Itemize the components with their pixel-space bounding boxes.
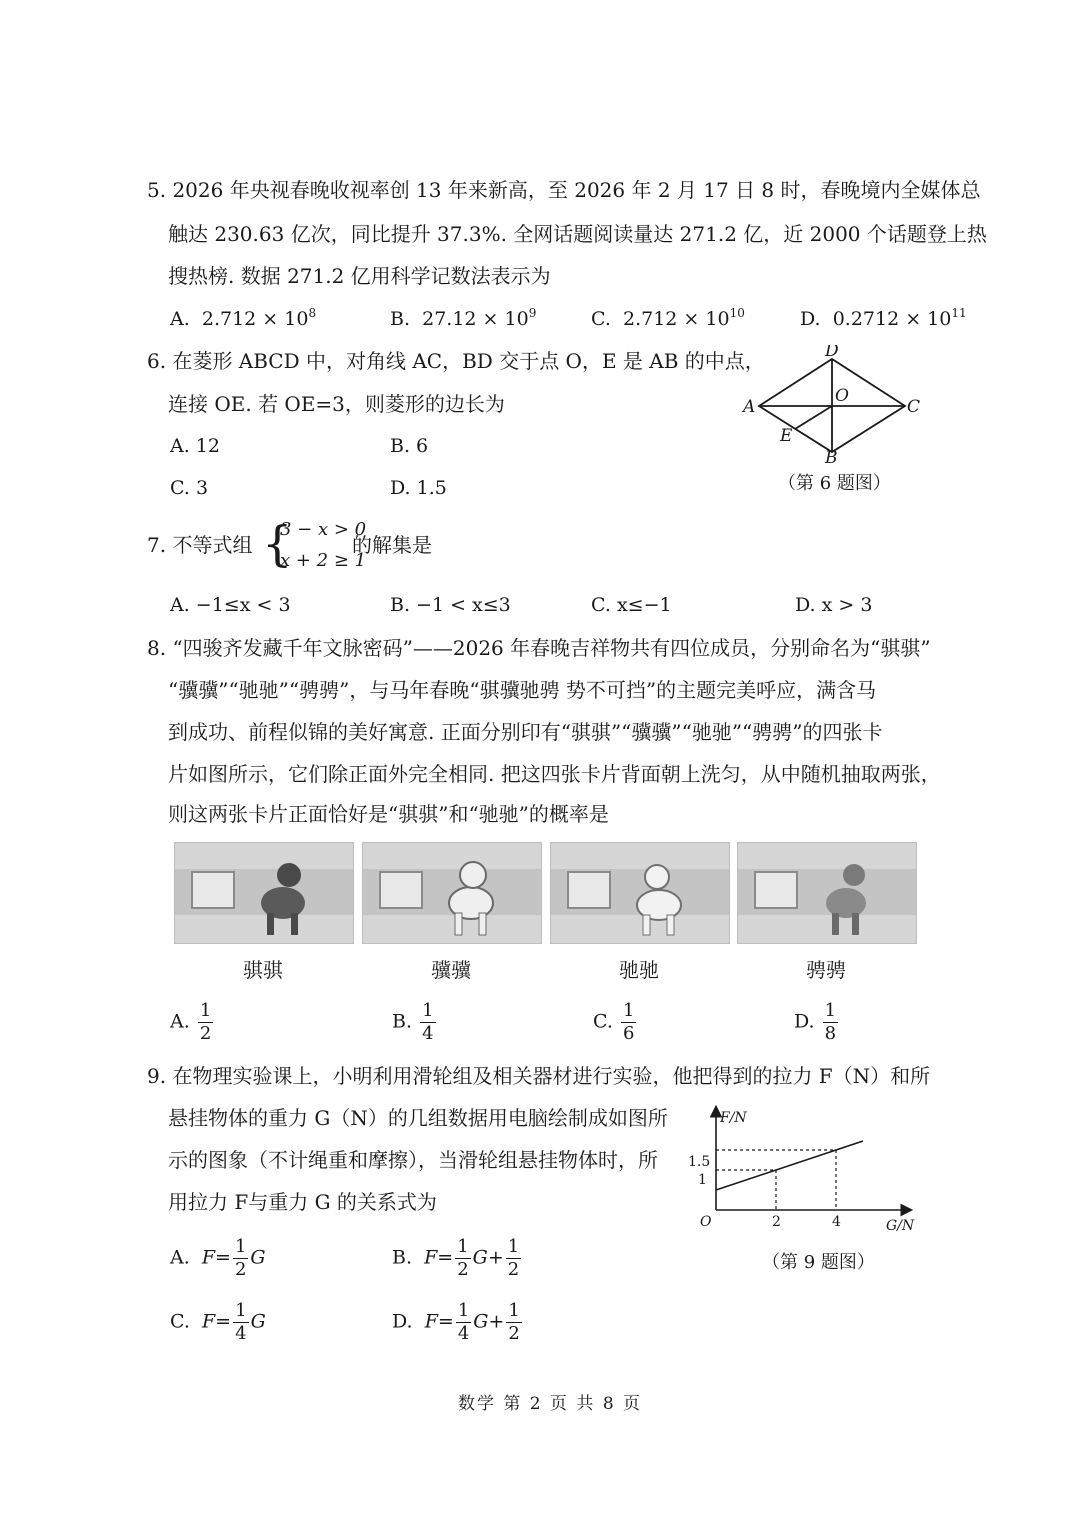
horse-mascot-icon [810, 853, 880, 939]
x-tick-2: 2 [772, 1214, 781, 1230]
q8-option-c: C. $\frac{1}{6}$ [593, 1000, 635, 1044]
q9-figure-caption: （第 9 题图） [762, 1252, 875, 1273]
q7-option-a: A. −1≤x < 3 [170, 594, 291, 616]
origin-label: O [700, 1214, 712, 1230]
card-jiji [362, 842, 542, 944]
q5-option-d: D. $0.2712 \times 10^{11}$ [800, 306, 967, 330]
q6-option-c: C. 3 [170, 477, 209, 499]
card-chengcheng [737, 842, 917, 944]
q5-option-c: C. $2.712 \times 10^{10}$ [591, 306, 745, 330]
horse-mascot-icon [247, 853, 317, 939]
label-a: A [743, 397, 756, 417]
q8-text-line3: 到成功、前程似锦的美好寓意. 正面分别印有“骐骐”“骥骥”“驰驰”“骋骋”的四张卡 [168, 720, 883, 744]
q7-option-c: C. x≤−1 [591, 594, 672, 616]
system-brace: { [262, 516, 293, 572]
q7-inequality-1: 3 − x > 0 [280, 519, 367, 540]
q7-option-d: D. x > 3 [795, 594, 873, 616]
card-label-chichi: 驰驰 [619, 958, 659, 982]
label-e: E [780, 426, 793, 446]
q9-option-d: D. F= $\frac{1}{4}$ G+ $\frac{1}{2}$ [392, 1300, 520, 1344]
q7-option-b: B. −1 < x≤3 [390, 594, 511, 616]
label-d: D [825, 345, 839, 361]
q7-prefix: 7. 不等式组 [147, 533, 253, 557]
q5-option-b: B. $27.12 \times 10^9$ [390, 306, 537, 330]
q5-text-line3: 搜热榜. 数据 271.2 亿用科学记数法表示为 [168, 264, 551, 288]
q7-inequality-2: x + 2 ≥ 1 [280, 550, 367, 571]
q9-option-b: B. F= $\frac{1}{2}$ G+ $\frac{1}{2}$ [392, 1236, 520, 1280]
segment-oe [795, 406, 832, 429]
q8-option-d: D. $\frac{1}{8}$ [794, 1000, 837, 1044]
q5-option-a: A. $2.712 \times 10^8$ [170, 306, 317, 330]
q9-text-line1: 9. 在物理实验课上，小明利用滑轮组及相关器材进行实验，他把得到的拉力 F（N）和所 [147, 1064, 931, 1088]
card-label-jiji: 骥骥 [431, 958, 471, 982]
q5-text-line1: 5. 2026 年央视春晚收视率创 13 年来新高，至 2026 年 2 月 17 日 8 时，春晚境内全媒体总 [147, 178, 981, 202]
q5-text-line2: 触达 230.63 亿次，同比提升 37.3%. 全网话题阅读量达 271.2 亿，近 2000 个话题登上热 [168, 222, 987, 246]
card-qiqi [174, 842, 354, 944]
q9-text-line4: 用拉力 F与重力 G 的关系式为 [168, 1190, 437, 1214]
q8-text-line5: 则这两张卡片正面恰好是“骐骐”和“驰驰”的概率是 [168, 802, 609, 826]
q6-figure-caption: （第 6 题图） [778, 473, 891, 494]
horse-mascot-icon [623, 853, 693, 939]
page-footer: 数学 第 2 页 共 8 页 [458, 1394, 643, 1414]
label-c: C [907, 397, 921, 417]
q7-suffix: 的解集是 [352, 533, 432, 557]
q6-option-a: A. 12 [170, 435, 220, 457]
q6-option-d: D. 1.5 [390, 477, 447, 499]
force-line [716, 1141, 863, 1190]
q8-option-a: A. $\frac{1}{2}$ [170, 1000, 212, 1044]
rhombus-figure [735, 345, 935, 465]
force-weight-graph [680, 1100, 930, 1240]
q9-option-c: C. F= $\frac{1}{4}$ G [170, 1300, 266, 1344]
label-b: B [825, 448, 838, 465]
y-axis-label: F/N [720, 1110, 747, 1126]
q8-text-line4: 片如图所示，它们除正面外完全相同. 把这四张卡片背面朝上洗匀，从中随机抽取两张， [168, 762, 941, 786]
q9-option-a: A. F= $\frac{1}{2}$ G [170, 1236, 266, 1280]
q8-option-b: B. $\frac{1}{4}$ [392, 1000, 434, 1044]
q6-text-line2: 连接 OE. 若 OE=3，则菱形的边长为 [168, 392, 505, 416]
card-chichi [550, 842, 730, 944]
q8-text-line2: “骥骥”“驰驰”“骋骋”，与马年春晚“骐骥驰骋 势不可挡”的主题完美呼应，满含马 [168, 678, 877, 702]
card-label-qiqi: 骐骐 [243, 958, 283, 982]
y-tick-1: 1 [698, 1172, 707, 1188]
q8-text-line1: 8. “四骏齐发藏千年文脉密码”——2026 年春晚吉祥物共有四位成员，分别命名为“骐骐” [147, 636, 931, 660]
q6-text-line1: 6. 在菱形 ABCD 中，对角线 AC，BD 交于点 O，E 是 AB 的中点， [147, 349, 765, 373]
x-axis-label: G/N [886, 1218, 915, 1234]
horse-mascot-icon [435, 853, 505, 939]
q9-text-line2: 悬挂物体的重力 G（N）的几组数据用电脑绘制成如图所 [168, 1106, 668, 1130]
q6-option-b: B. 6 [390, 435, 429, 457]
x-tick-4: 4 [832, 1214, 841, 1230]
y-tick-1-5: 1.5 [688, 1154, 711, 1170]
card-label-chengcheng: 骋骋 [806, 958, 846, 982]
label-o: O [835, 386, 849, 406]
q9-text-line3: 示的图象（不计绳重和摩擦），当滑轮组悬挂物体时，所 [168, 1148, 658, 1172]
